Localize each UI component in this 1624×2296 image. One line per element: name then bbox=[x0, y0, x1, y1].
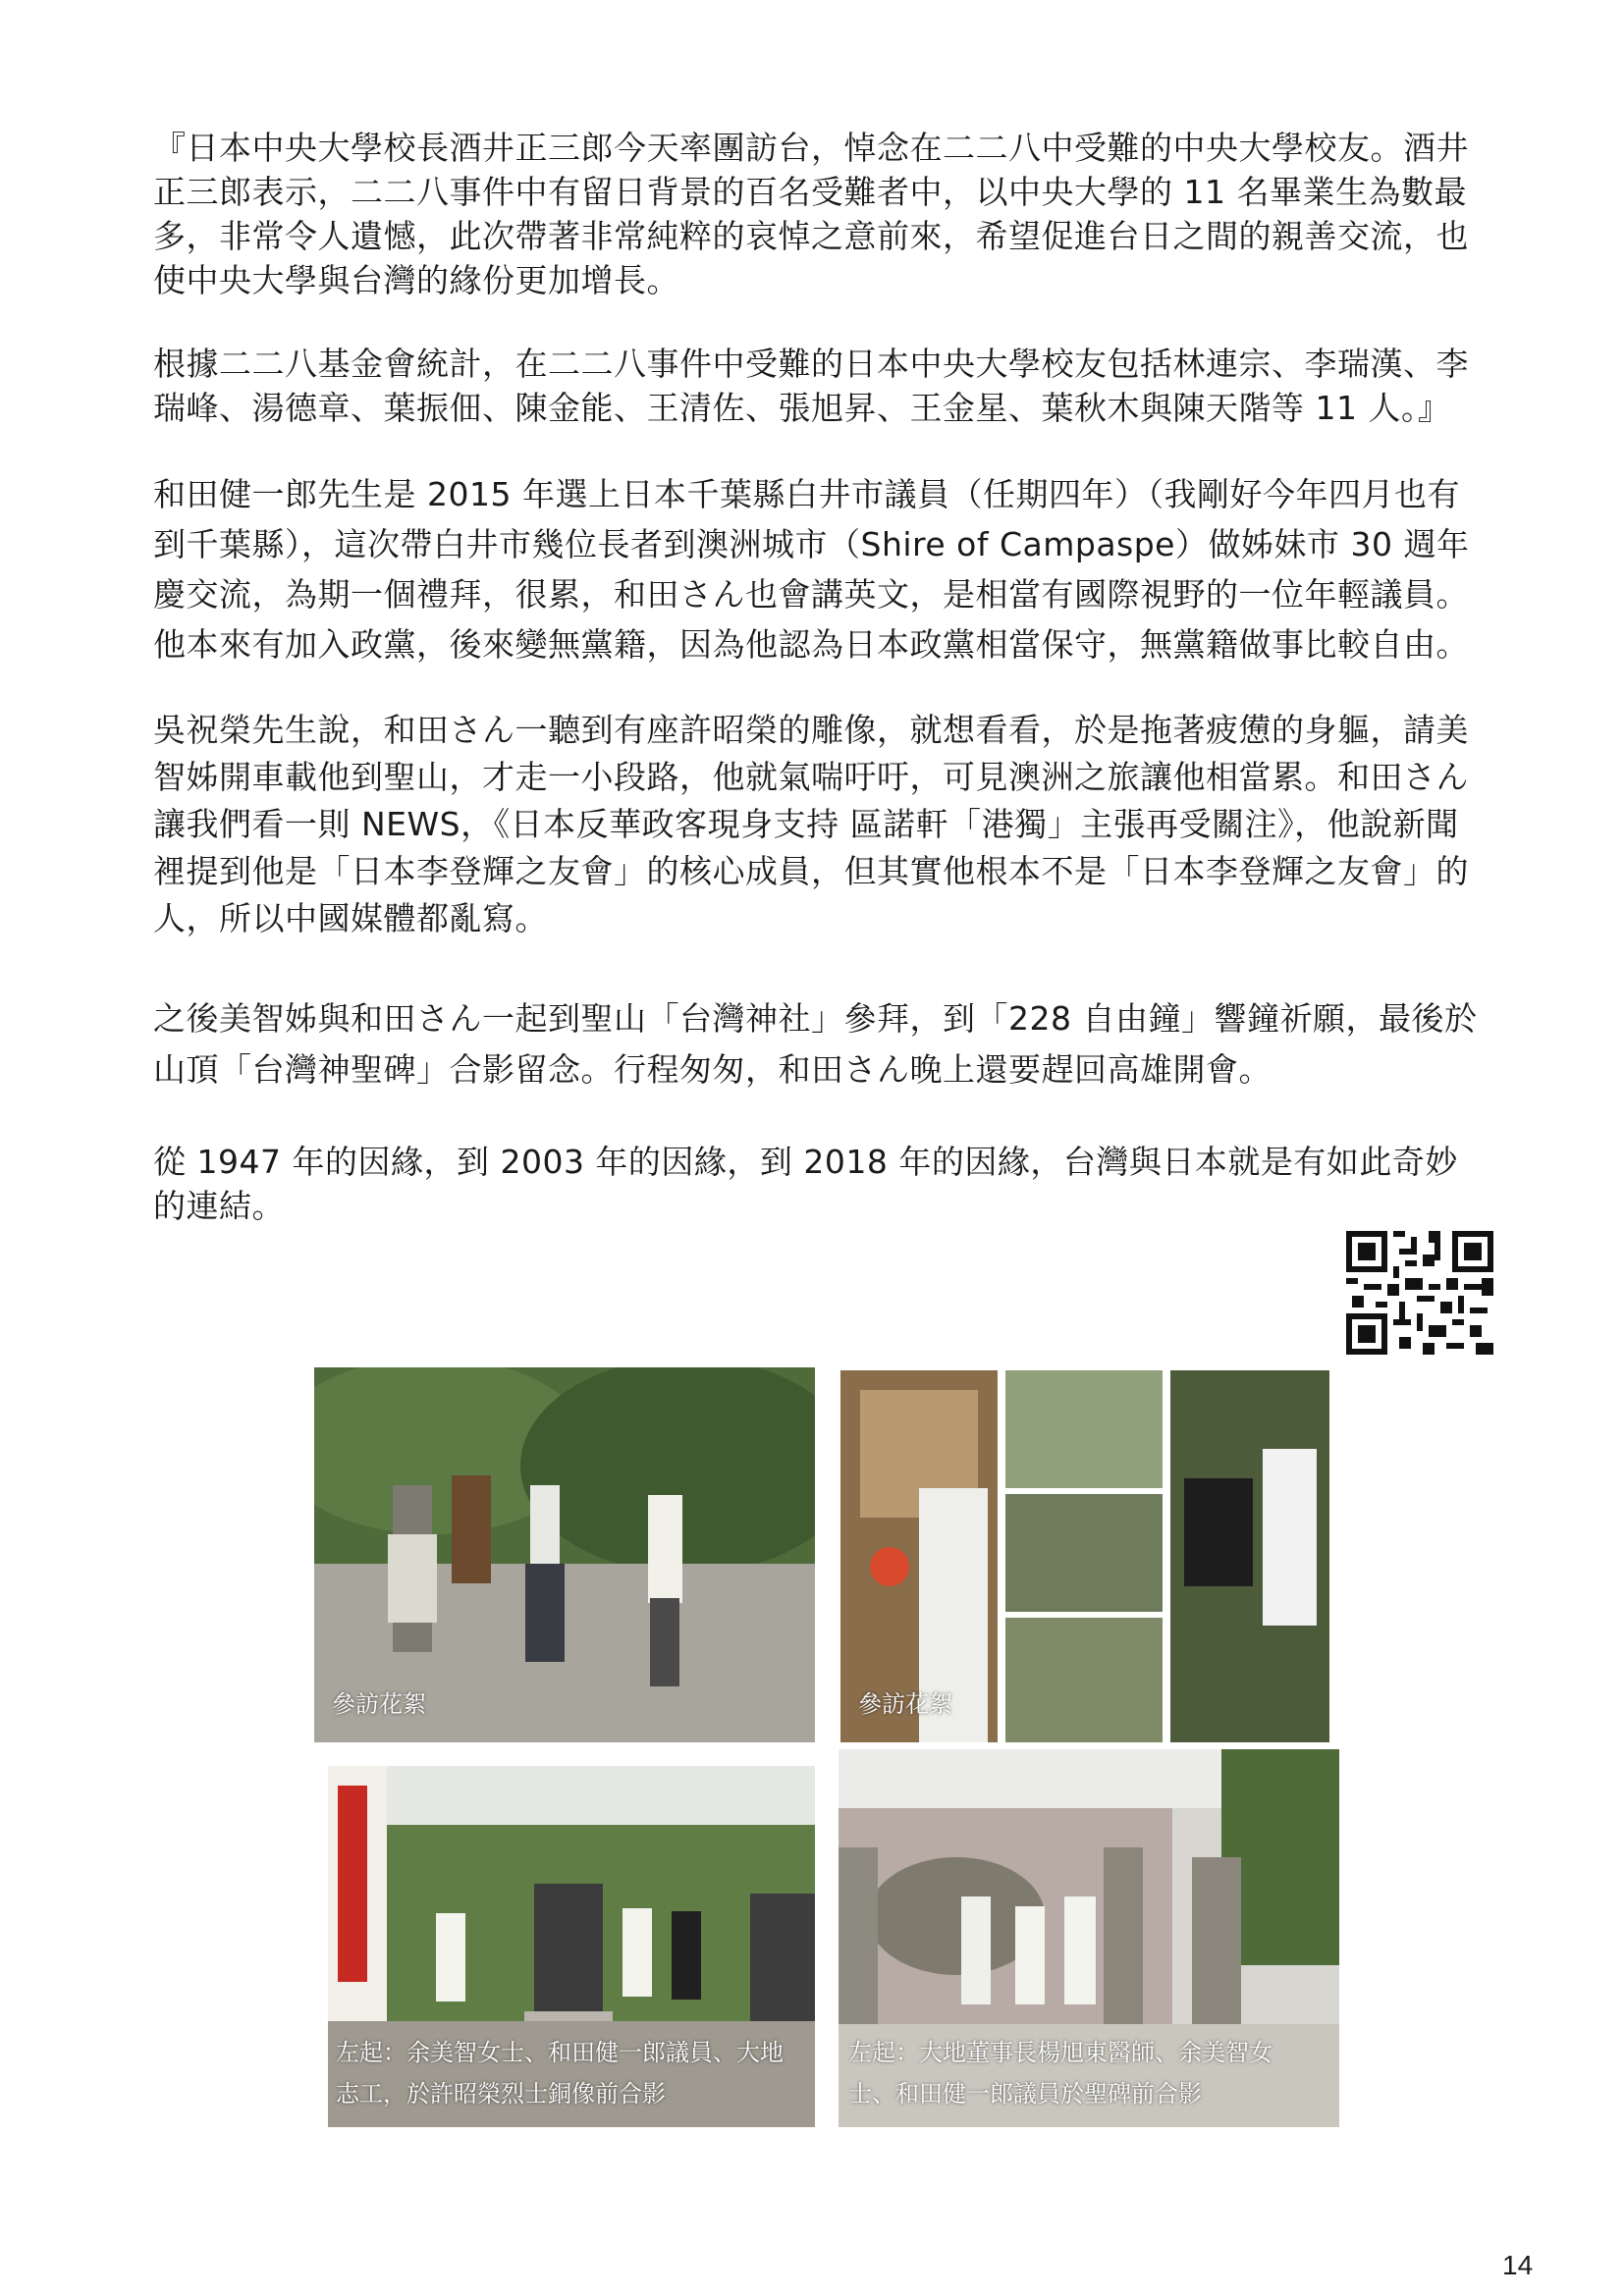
paragraph-conclusion: 從 1947 年的因緣，到 2003 年的因緣，到 2018 年的因緣，台灣與日本就是有如此奇妙的連結。 bbox=[153, 1143, 1458, 1225]
paragraph-wada-intro: 和田健一郎先生是 2015 年選上日本千葉縣白井市議員（任期四年）（我剛好今年四月也有到千葉縣），這次帶白井市幾位長者到澳洲城市（Shire of Campaspe）做姊妹市 30 週年慶交流，為期一個禮拜，很累，和田さん也會講英文，是相當有國際視野的一位年輕議員。他本來有加入政黨，後來變無黨籍，因為他認為日本政黨相當保守，無黨籍做事比較自由。 bbox=[153, 475, 1470, 664]
photo-caption: 參訪花絮 bbox=[858, 1690, 952, 1718]
photo-statue-group bbox=[328, 1766, 815, 2127]
page-number: 14 bbox=[1502, 2250, 1534, 2280]
photo-collage bbox=[840, 1370, 1329, 1742]
photo-caption: 左起：余美智女士、和田健一郎議員、大地志工，於許昭榮烈士銅像前合影 bbox=[336, 2039, 784, 2108]
photo-caption: 參訪花絮 bbox=[332, 1690, 426, 1718]
photo-caption: 左起：大地董事長楊旭東醫師、余美智女士、和田健一郎議員於聖碑前合影 bbox=[848, 2039, 1272, 2108]
photo-monument-group bbox=[839, 1749, 1339, 2127]
paragraph-victims-list: 根據二二八基金會統計，在二二八事件中受難的日本中央大學校友包括林連宗、李瑞漢、李瑞峰、湯德章、葉振佃、陳金能、王清佐、張旭昇、王金星、葉秋木與陳天階等 11 人。』 bbox=[153, 345, 1469, 427]
photo-visit-trail bbox=[314, 1367, 815, 1742]
paragraph-wu-story: 吳祝榮先生說，和田さん一聽到有座許昭榮的雕像，就想看看，於是拖著疲憊的身軀，請美智姊開車載他到聖山，才走一小段路，他就氣喘吁吁，可見澳洲之旅讓他相當累。和田さん讓我們看一則 NEWS，《日本反華政客現身支持 區諾軒「港獨」主張再受關注》，他說新聞裡提到他是「日本李登輝之友會」的核心成員，但其實他根本不是「日本李登輝之友會」的人，所以中國媒體都亂寫。 bbox=[153, 711, 1469, 937]
paragraph-visit: 之後美智姊與和田さん一起到聖山「台灣神社」參拜，到「228 自由鐘」響鐘祈願，最後於山頂「台灣神聖碑」合影留念。行程匆匆，和田さん晚上還要趕回高雄開會。 bbox=[153, 999, 1478, 1089]
paragraph-quote-news: 『日本中央大學校長酒井正三郎今天率團訪台，悼念在二二八中受難的中央大學校友。酒井正三郎表示，二二八事件中有留日背景的百名受難者中，以中央大學的 11 名畢業生為數最多，非常令人遺憾，此次帶著非常純粹的哀悼之意前來，希望促進台日之間的親善交流，也使中央大學與台灣的緣份更加增長。 bbox=[153, 129, 1469, 299]
qr-code bbox=[1345, 1231, 1494, 1355]
